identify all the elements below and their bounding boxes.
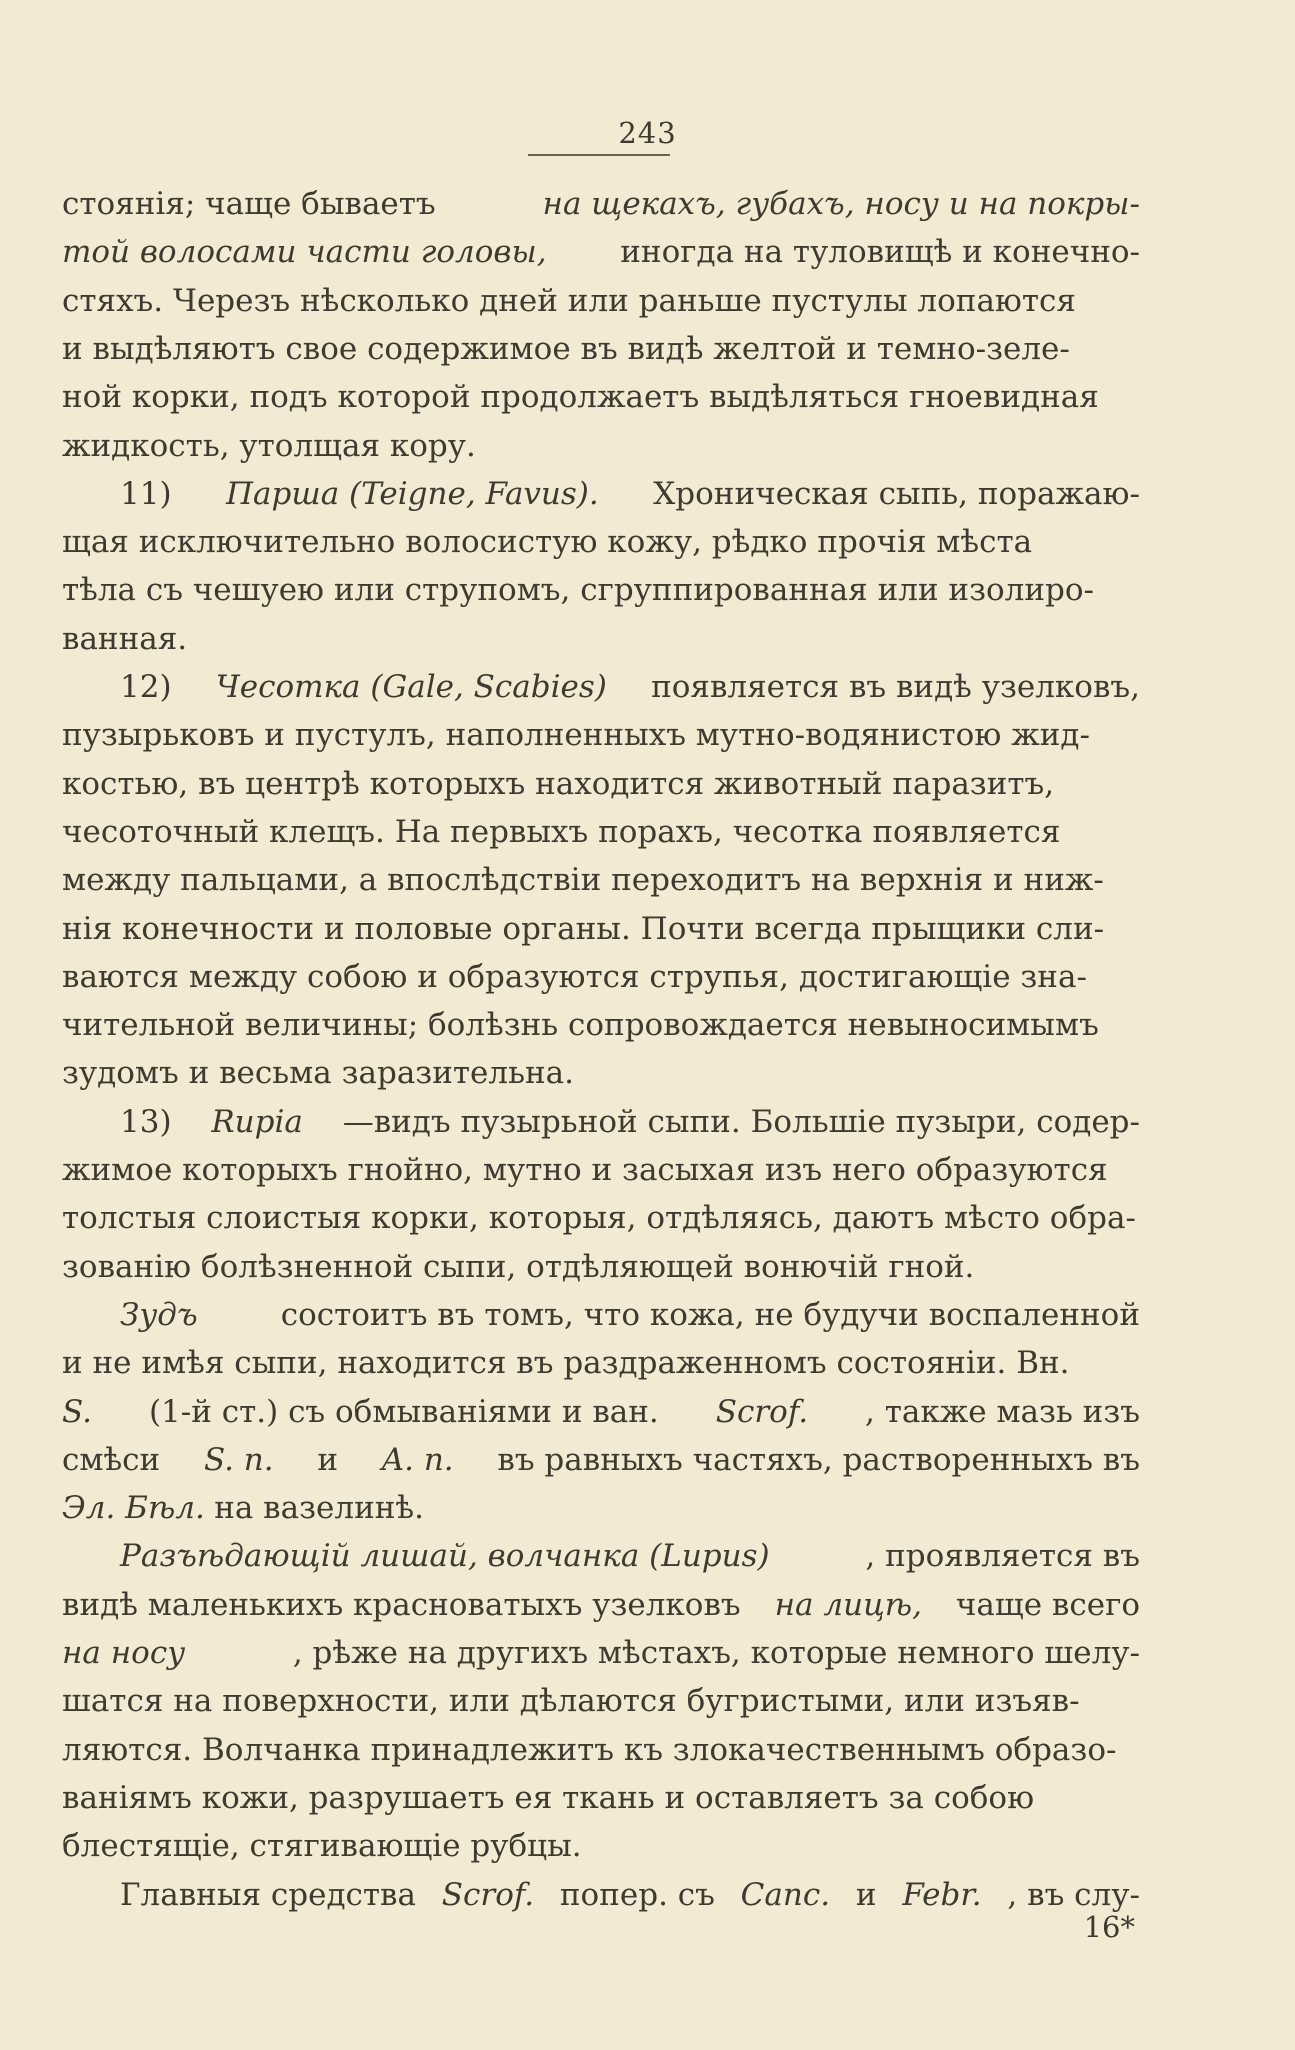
text-line	[62, 1677, 1140, 1725]
italic-text: Scrof.	[715, 1393, 809, 1430]
text-segment: чительной величины; болѣзнь сопровождается невыносимымъ	[62, 1007, 1099, 1044]
text-line	[62, 277, 1140, 325]
text-line	[120, 1098, 1140, 1146]
italic-text: S.	[62, 1393, 92, 1430]
text-segment: и	[855, 1876, 877, 1913]
text-line	[62, 905, 1140, 953]
text-line	[62, 1436, 1140, 1484]
text-segment: шатся на поверхности, или дѣлаются бугристыми, или изъяв-	[62, 1683, 1080, 1720]
text-line	[120, 663, 1140, 711]
text-segment: стяхъ. Черезъ нѣсколько дней или раньше пустулы лопаются	[62, 282, 1076, 319]
text-segment: —видъ пузырьной сыпи. Большіе пузыри, содер-	[342, 1103, 1140, 1140]
text-segment: Хроническая сыпь, поражаю-	[653, 475, 1140, 512]
italic-text: Зудъ	[120, 1296, 198, 1333]
italic-text: Разъѣдающій лишай, волчанка (Lupus)	[120, 1538, 770, 1575]
text-line	[62, 1581, 1140, 1629]
text-line	[62, 760, 1140, 808]
text-line	[120, 1532, 1140, 1580]
text-segment: чаще всего	[955, 1586, 1140, 1623]
text-line	[62, 1726, 1140, 1774]
text-segment: ляются. Волчанка принадлежитъ къ злокачественнымъ образо-	[62, 1731, 1117, 1768]
text-line	[62, 518, 1140, 566]
text-segment: , проявляется въ	[865, 1538, 1140, 1575]
text-segment: стоянія; чаще бываетъ	[62, 186, 436, 222]
text-line	[62, 1243, 1140, 1291]
text-line	[62, 1146, 1140, 1194]
text-line	[62, 180, 1140, 228]
text-segment: , рѣже на другихъ мѣстахъ, которые немного шелу-	[292, 1635, 1140, 1671]
text-segment: въ равныхъ частяхъ, растворенныхъ въ	[497, 1441, 1140, 1478]
text-segment: щая исключительно волосистую кожу, рѣдко прочія мѣста	[62, 524, 1033, 561]
text-segment: жимое которыхъ гнойно, мутно и засыхая изъ него образуются	[62, 1152, 1108, 1188]
text-line	[62, 1629, 1140, 1677]
italic-text: S. n.	[203, 1441, 274, 1478]
italic-text: Эл. Бѣл.	[62, 1490, 205, 1527]
italic-text: на носу	[62, 1635, 186, 1671]
text-line	[62, 566, 1140, 614]
text-line	[62, 1001, 1140, 1049]
text-segment: и выдѣляютъ свое содержимое въ видѣ желтой и темно-зеле-	[62, 330, 1070, 367]
italic-text: на лицѣ,	[774, 1586, 922, 1623]
text-segment: 12)	[120, 669, 172, 705]
text-segment: видѣ маленькихъ красноватыхъ узелковъ	[62, 1586, 741, 1623]
text-line	[62, 422, 1140, 470]
italic-text: Febr.	[902, 1876, 982, 1913]
text-segment: между пальцами, а впослѣдствіи переходитъ на верхнія и ниж-	[62, 862, 1104, 899]
text-segment: ванная.	[62, 620, 188, 657]
text-segment: 13)	[120, 1103, 172, 1140]
text-segment: (1-й ст.) съ обмываніями и ван.	[148, 1393, 659, 1430]
text-segment: блестящіе, стягивающіе рубцы.	[62, 1828, 582, 1865]
text-segment: зованію болѣзненной сыпи, отдѣляющей вонючій гной.	[62, 1248, 975, 1285]
text-line	[62, 1774, 1140, 1822]
text-line	[62, 615, 1140, 663]
text-segment: Главныя средства	[120, 1876, 416, 1913]
italic-text: Rupia	[211, 1103, 303, 1140]
text-segment: чесоточный клещъ. На первыхъ порахъ, чесотка появляется	[62, 813, 1061, 850]
italic-text: A. n.	[381, 1441, 454, 1478]
text-segment: и	[317, 1441, 339, 1478]
text-segment: толстыя слоистыя корки, которыя, отдѣляясь, даютъ мѣсто обра-	[62, 1200, 1136, 1237]
text-segment: смѣси	[62, 1441, 161, 1478]
italic-text: той волосами части головы,	[62, 234, 547, 271]
text-line	[120, 470, 1140, 518]
text-line	[62, 1049, 1140, 1097]
text-segment: тѣла съ чешуею или струпомъ, сгруппированная или изолиро-	[62, 572, 1095, 609]
header-rule	[528, 154, 670, 156]
text-segment: появляется въ видѣ узелковъ,	[651, 669, 1140, 705]
text-segment: попер. съ	[559, 1876, 715, 1913]
text-line	[62, 1822, 1140, 1870]
text-segment: ваются между собою и образуются струпья, достигающіе зна-	[62, 958, 1087, 995]
text-line	[62, 953, 1140, 1001]
text-segment: , въ слу-	[1007, 1876, 1140, 1913]
text-segment: на вазелинѣ.	[214, 1490, 424, 1527]
text-line	[120, 1291, 1140, 1339]
text-line	[62, 856, 1140, 904]
text-line	[62, 325, 1140, 373]
text-line	[62, 1339, 1140, 1387]
text-line	[62, 228, 1140, 276]
page-number: 243	[618, 116, 677, 150]
text-segment: состоитъ въ томъ, что кожа, не будучи воспаленной	[280, 1296, 1140, 1333]
text-segment: иногда на туловищѣ и конечно-	[620, 234, 1140, 271]
text-segment: 11)	[120, 475, 172, 512]
text-segment: и не имѣя сыпи, находится въ раздраженномъ состояніи. Вн.	[62, 1345, 1070, 1382]
text-line	[120, 1871, 1140, 1919]
text-segment: костью, въ центрѣ которыхъ находится животный паразитъ,	[62, 765, 1055, 802]
text-segment: зудомъ и весьма заразительна.	[62, 1055, 574, 1092]
text-line	[62, 1388, 1140, 1436]
text-segment: нія конечности и половые органы. Почти всегда прыщики сли-	[62, 910, 1105, 947]
text-segment: , также мазь изъ	[865, 1393, 1140, 1430]
text-segment: ваніямъ кожи, разрушаетъ ея ткань и оставляетъ за собою	[62, 1779, 1035, 1816]
text-line	[62, 808, 1140, 856]
text-line	[62, 711, 1140, 759]
italic-text: Scrof.	[441, 1876, 535, 1913]
italic-text: на щекахъ, губахъ, носу и на покры-	[542, 186, 1140, 222]
signature-mark: 16*	[1083, 1910, 1135, 1944]
text-line	[62, 1484, 1140, 1532]
italic-text: Чесотка (Gale, Scabies)	[215, 669, 607, 705]
text-line	[62, 1194, 1140, 1242]
text-segment: ной корки, подъ которой продолжаетъ выдѣляться гноевидная	[62, 379, 1099, 416]
italic-text: Canc.	[740, 1876, 831, 1913]
text-line	[62, 373, 1140, 421]
italic-text: Парша (Teigne, Favus).	[225, 475, 599, 512]
text-segment: жидкость, утолщая кору.	[62, 427, 476, 464]
text-segment: пузырьковъ и пустулъ, наполненныхъ мутно-водянистою жид-	[62, 717, 1090, 754]
